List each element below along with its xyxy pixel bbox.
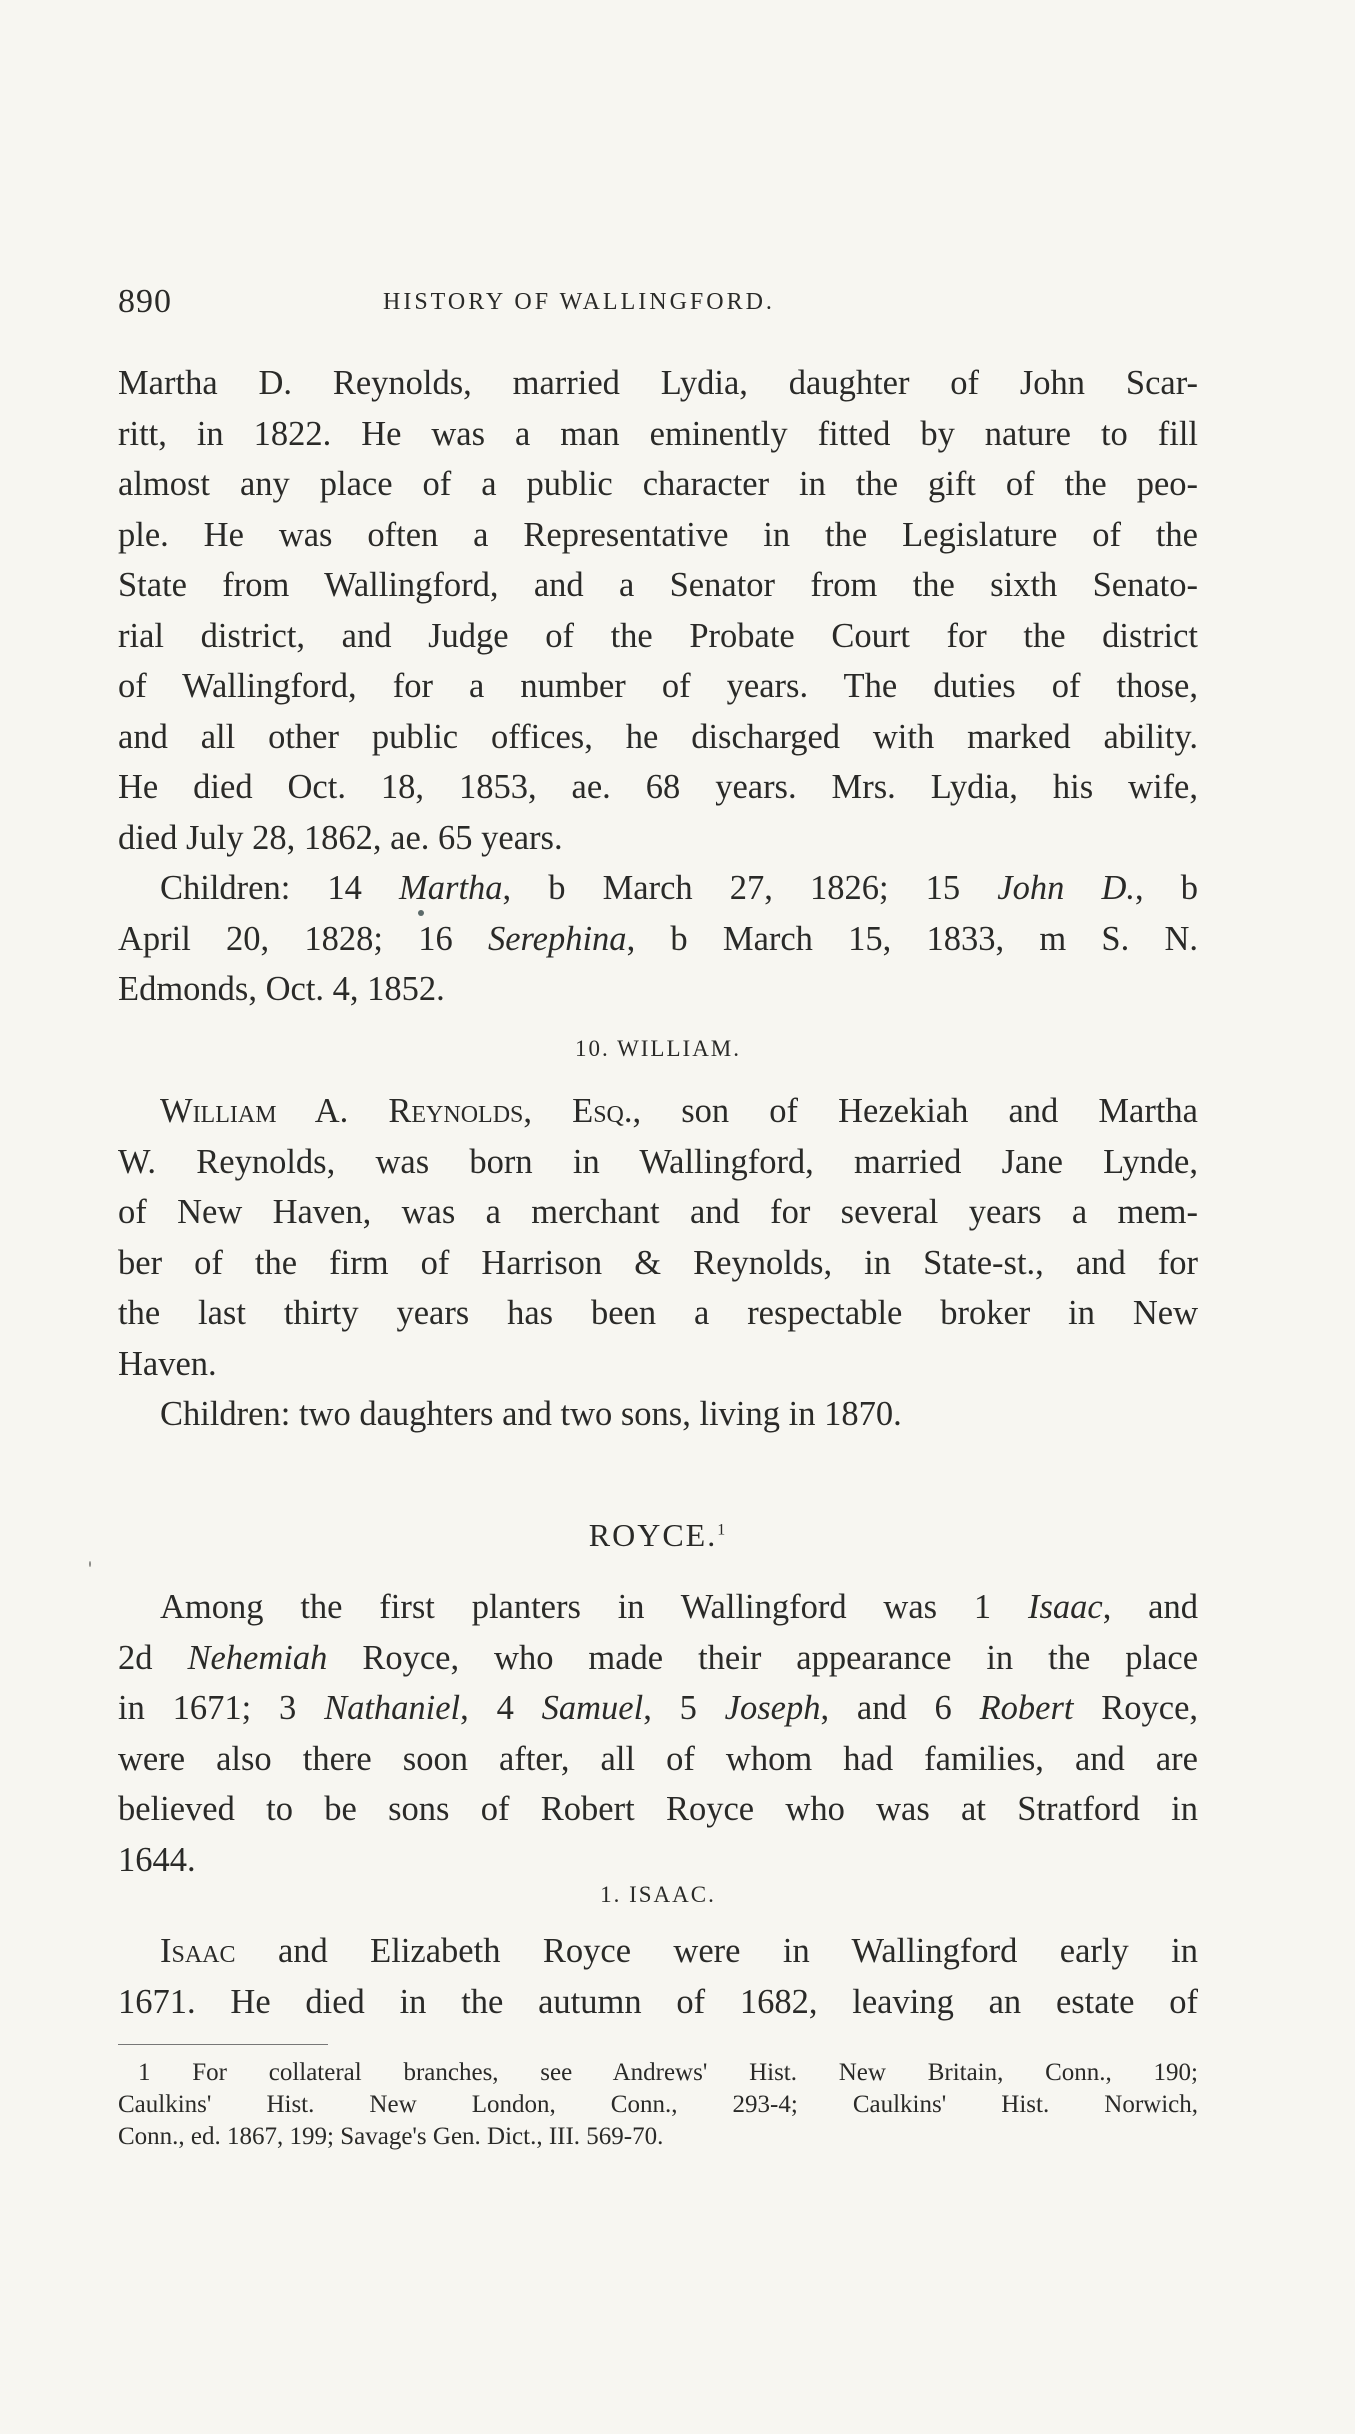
child-name: Serephina [487, 919, 627, 958]
page-header [118, 283, 1198, 333]
text-line: State from Wallingford, and a Senator from the sixth Senato- [118, 566, 1198, 604]
text-line: He died Oct. 18, 1853, ae. 68 years. Mrs. Lydia, his wife, [118, 768, 1198, 806]
text-line: Children: two daughters and two sons, living in 1870. [160, 1395, 902, 1433]
person-name: Robert [979, 1689, 1074, 1727]
text-line: Among the first planters in Wallingford was 1 Isaac, and [160, 1588, 1198, 1626]
text-line: died July 28, 1862, ae. 65 years. [118, 818, 563, 857]
footnote-line: Caulkins' Hist. New London, Conn., 293-4; Caulkins' Hist. Norwich, [118, 2091, 1198, 2118]
person-name: Nehemiah [187, 1638, 328, 1677]
text-line: were also there soon after, all of whom had families, and are [118, 1739, 1198, 1778]
text-line: 1671. He died in the autumn of 1682, leaving an estate of [118, 1982, 1198, 2021]
text-line: the last thirty years has been a respectable broker in New [118, 1294, 1198, 1332]
family-heading-royce: ROYCE.$^1$ [588, 1517, 728, 1553]
paragraph-isaac-royce [118, 1926, 1198, 2027]
person-name: Joseph [724, 1689, 821, 1727]
text-line: almost any place of a public character in the gift of the peo- [118, 465, 1198, 503]
text-line: ber of the firm of Harrison & Reynolds, in State-st., and for [118, 1243, 1198, 1282]
text-line: 1644. [118, 1840, 196, 1879]
text-line: rial district, and Judge of the Probate Court for the district [118, 616, 1198, 655]
paragraph-royce-planters [118, 1582, 1198, 1885]
text-line: Isaac and Elizabeth Royce were in Wallingford early in [160, 1932, 1198, 1970]
text-line: Haven. [118, 1344, 217, 1383]
footnote-ref: 1 [717, 1521, 728, 1539]
paragraph-children-1 [118, 863, 1198, 1015]
footnote-line: Conn., ed. 1867, 199; Savage's Gen. Dict., III. 569-70. [118, 2123, 664, 2150]
text-line: believed to be sons of Robert Royce who was at Stratford in [118, 1790, 1198, 1828]
child-name: Martha [399, 869, 503, 907]
text-line: in 1671; 3 Nathaniel, 4 Samuel, 5 Joseph, and 6 Robert Royce, [118, 1689, 1199, 1727]
text-line: Edmonds, Oct. 4, 1852. [118, 970, 445, 1008]
person-name: Nathaniel [324, 1689, 461, 1727]
text-line: Martha D. Reynolds, married Lydia, daughter of John Scar- [118, 364, 1198, 402]
text-line: and all other public offices, he discharged with marked ability. [118, 717, 1198, 756]
scan-speck [418, 910, 424, 916]
scan-speck [89, 1561, 91, 1567]
person-name: Samuel [541, 1689, 644, 1727]
text-line: ritt, in 1822. He was a man eminently fitted by nature to fill [118, 414, 1198, 453]
text-line: April 20, 1828; 16 Serephina, b March 15, 1833, m S. N. [118, 919, 1198, 958]
text-line: 2d Nehemiah Royce, who made their appearance in the place [118, 1638, 1199, 1677]
page-number: 890 [118, 283, 172, 320]
text-line: of New Haven, was a merchant and for several years a mem- [118, 1193, 1198, 1231]
footnote-line: 1 For collateral branches, see Andrews' Hist. New Britain, Conn., 190; [138, 2059, 1198, 2086]
section-heading-william: 10. WILLIAM. [574, 1036, 742, 1061]
text-line: ple. He was often a Representative in the Legislature of the [118, 515, 1198, 554]
person-name: Isaac [1027, 1588, 1103, 1626]
text-line: of Wallingford, for a number of years. The duties of those, [118, 667, 1198, 705]
text-line: Children: 14 Martha, b March 27, 1826; 15 John D., b [160, 869, 1198, 907]
paragraph-children-2 [118, 1389, 1198, 1440]
text-line: W. Reynolds, was born in Wallingford, married Jane Lynde, [118, 1142, 1198, 1181]
footnote-divider [118, 2044, 328, 2045]
paragraph-martha-reynolds [118, 358, 1198, 863]
child-name: John D. [997, 869, 1136, 907]
running-head: HISTORY OF WALLINGFORD. [383, 289, 775, 315]
paragraph-william-reynolds [118, 1086, 1198, 1389]
footnote [118, 2057, 1198, 2153]
section-heading-isaac: 1. ISAAC. [600, 1882, 716, 1907]
text-line: William A. Reynolds, Esq., son of Hezekiah and Martha [160, 1092, 1198, 1130]
